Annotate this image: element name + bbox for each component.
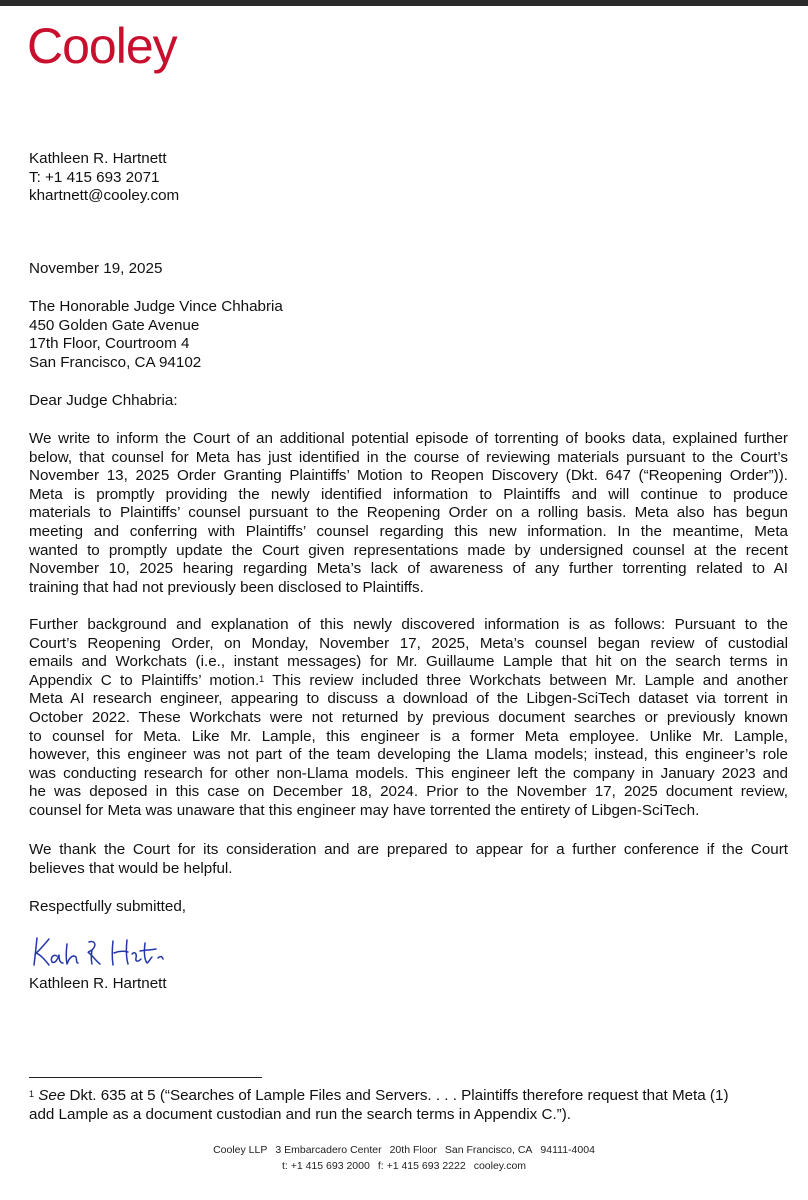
footnote <box>29 1087 789 1124</box>
text-line: training that had not previously been disclosed to Plaintiffs. <box>29 578 424 596</box>
text-fragment: This review included three Workchats between Mr. Lample and another <box>264 671 788 689</box>
recipient-line: 450 Golden Gate Avenue <box>29 316 200 334</box>
footnote-line <box>29 1087 789 1106</box>
footnote-line: add Lample as a document custodian and run the search terms in Appendix C.”). <box>29 1105 571 1123</box>
footer-contact <box>0 1160 808 1173</box>
text-line: to counsel for Meta. Like Mr. Lample, this engineer is a former Meta employee. Unlike Mr. Lample, <box>29 727 788 745</box>
footer-floor: 20th Floor <box>389 1144 437 1156</box>
footer-firm: Cooley LLP <box>213 1144 268 1156</box>
text-line-with-footnote <box>29 672 788 691</box>
salutation: Dear Judge Chhabria: <box>29 392 178 409</box>
text-line: Meta is promptly providing the newly identified information to Plaintiffs and will continue to produce <box>29 485 788 503</box>
footnote-signal: See <box>38 1087 66 1104</box>
text-line: was conducting research for other non-Llama models. This engineer left the company in January 2023 and <box>29 764 788 782</box>
text-line: meeting and conferring with Plaintiffs’ counsel regarding this new information. In the meantime, Meta <box>29 522 788 540</box>
sender-email: khartnett@cooley.com <box>29 187 180 205</box>
text-line: emails and Workchats (i.e., instant messages) for Mr. Guillaume Lample that hit on the search terms in <box>29 653 788 671</box>
sender-phone: T: +1 415 693 2071 <box>29 168 160 186</box>
text-line: materials to Plaintiffs’ counsel pursuant to the Reopening Order on a rolling basis. Meta also has begun <box>29 504 788 522</box>
text-line: Court’s Reopening Order, on Monday, November 17, 2025, Meta’s counsel began review of custodial <box>29 634 788 652</box>
text-line: Further background and explanation of this newly discovered information is as follows: Pursuant to the <box>29 616 788 633</box>
letter-date: November 19, 2025 <box>29 260 163 277</box>
footnote-number: 1 <box>29 1089 35 1099</box>
text-line: he was deposed in this case on December 18, 2024. Prior to the November 17, 2025 document review, <box>29 783 788 801</box>
footer-address <box>0 1144 808 1157</box>
footer-web: cooley.com <box>473 1160 527 1172</box>
text-line: however, this engineer was not part of the team developing the Llama models; instead, this engineer’s role <box>29 746 788 764</box>
closing: Respectfully submitted, <box>29 898 187 915</box>
footnote-text: Dkt. 635 at 5 (“Searches of Lample Files and Servers. . . . Plaintiffs therefore request that Meta (1) <box>65 1087 729 1104</box>
recipient-line: The Honorable Judge Vince Chhabria <box>29 298 283 315</box>
body-paragraph-3 <box>29 841 788 878</box>
text-line: counsel for Meta was unaware that this engineer may have torrented the entirety of Libgen-SciTech. <box>29 801 700 819</box>
footer-street: 3 Embarcadero Center <box>275 1144 382 1156</box>
footnote-reference: 1 <box>259 673 265 684</box>
body-paragraph-2 <box>29 616 788 821</box>
text-fragment: Appendix C to Plaintiffs’ motion. <box>29 671 260 689</box>
top-edge-bar <box>0 0 808 6</box>
text-line: below, that counsel for Meta has just identified in the course of reviewing materials pursuant to the Court’s <box>29 448 788 466</box>
signatory: Kathleen R. Hartnett <box>29 975 167 992</box>
handwritten-signature <box>29 932 179 972</box>
recipient-line: 17th Floor, Courtroom 4 <box>29 335 190 353</box>
text-line: October 2022. These Workchats were not returned by previous document searches or previously known <box>29 708 788 726</box>
cooley-logo: Cooley <box>27 18 177 74</box>
footnote-divider <box>29 1077 262 1078</box>
text-line: November 10, 2025 hearing regarding Meta’s lack of awareness of any further torrenting related to AI <box>29 560 788 578</box>
text-line: November 13, 2025 Order Granting Plaintiffs’ Motion to Reopen Discovery (Dkt. 647 (“Reopening Order”)). <box>29 467 788 485</box>
text-line: We thank the Court for its consideration and are prepared to appear for a further conference if the Court <box>29 841 788 858</box>
recipient-line: San Francisco, CA 94102 <box>29 353 202 371</box>
text-line: We write to inform the Court of an additional potential episode of torrenting of books data, explained further <box>29 430 788 447</box>
text-line: wanted to promptly update the Court given representations made by undersigned counsel at the recent <box>29 541 788 559</box>
text-line: believes that would be helpful. <box>29 859 233 877</box>
recipient-address <box>29 298 283 372</box>
footer-fax: f: +1 415 693 2222 <box>377 1160 466 1172</box>
footer-tel: t: +1 415 693 2000 <box>281 1160 370 1172</box>
text-line: Meta AI research engineer, appearing to discuss a download of the Libgen-SciTech dataset via torrent in <box>29 690 788 708</box>
sender-name: Kathleen R. Hartnett <box>29 150 167 167</box>
sender-block <box>29 150 179 206</box>
body-paragraph-1 <box>29 430 788 597</box>
footer-zip: 94111-4004 <box>540 1144 595 1156</box>
footer-city: San Francisco, CA <box>444 1144 533 1156</box>
